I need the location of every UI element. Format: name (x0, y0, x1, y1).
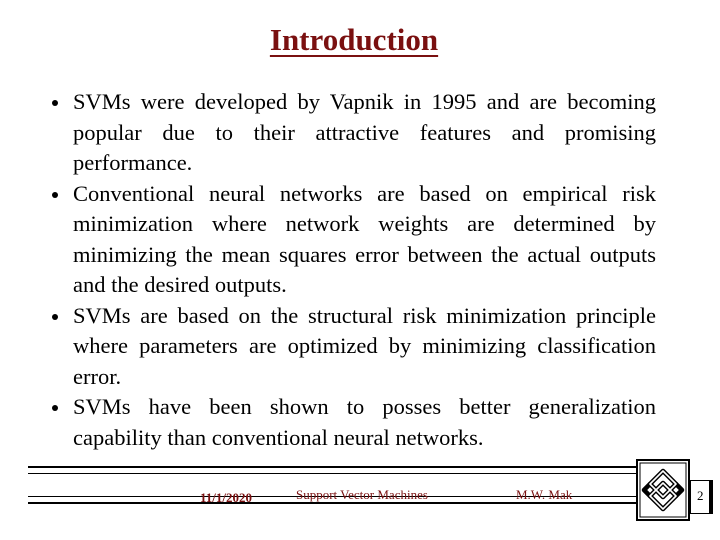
bullet-dot-icon (52, 314, 58, 320)
bullet-text: Conventional neural networks are based on empirical risk minimization where network weights are determined by minimizing the mean squares error between the actual outputs and the desired outputs. (73, 180, 656, 297)
slide-title: Introduction (269, 22, 439, 57)
bullet-list (52, 87, 656, 453)
bullet-text: SVMs have been shown to posses better generalization capability than conventional neural networks. (73, 394, 656, 450)
bullet-dot-icon (52, 100, 58, 106)
bullet-item (52, 392, 656, 453)
footer-course-title: Support Vector Machines (296, 487, 428, 502)
footer-date: 11/1/2020 (200, 490, 253, 505)
page-number: 2 (697, 488, 704, 503)
bullet-item (52, 179, 656, 301)
bullet-text: SVMs were developed by Vapnik in 1995 and are becoming popular due to their attractive features and promising performance. (73, 89, 656, 175)
bullet-item (52, 301, 656, 393)
bullet-item (52, 87, 656, 179)
bullet-dot-icon (52, 192, 58, 198)
knot-logo-icon (636, 459, 690, 521)
footer-author: M.W. Mak (516, 487, 573, 502)
bullet-dot-icon (52, 405, 58, 411)
bullet-text: SVMs are based on the structural risk minimization principle where parameters are optimized by minimizing classification error. (73, 302, 656, 389)
